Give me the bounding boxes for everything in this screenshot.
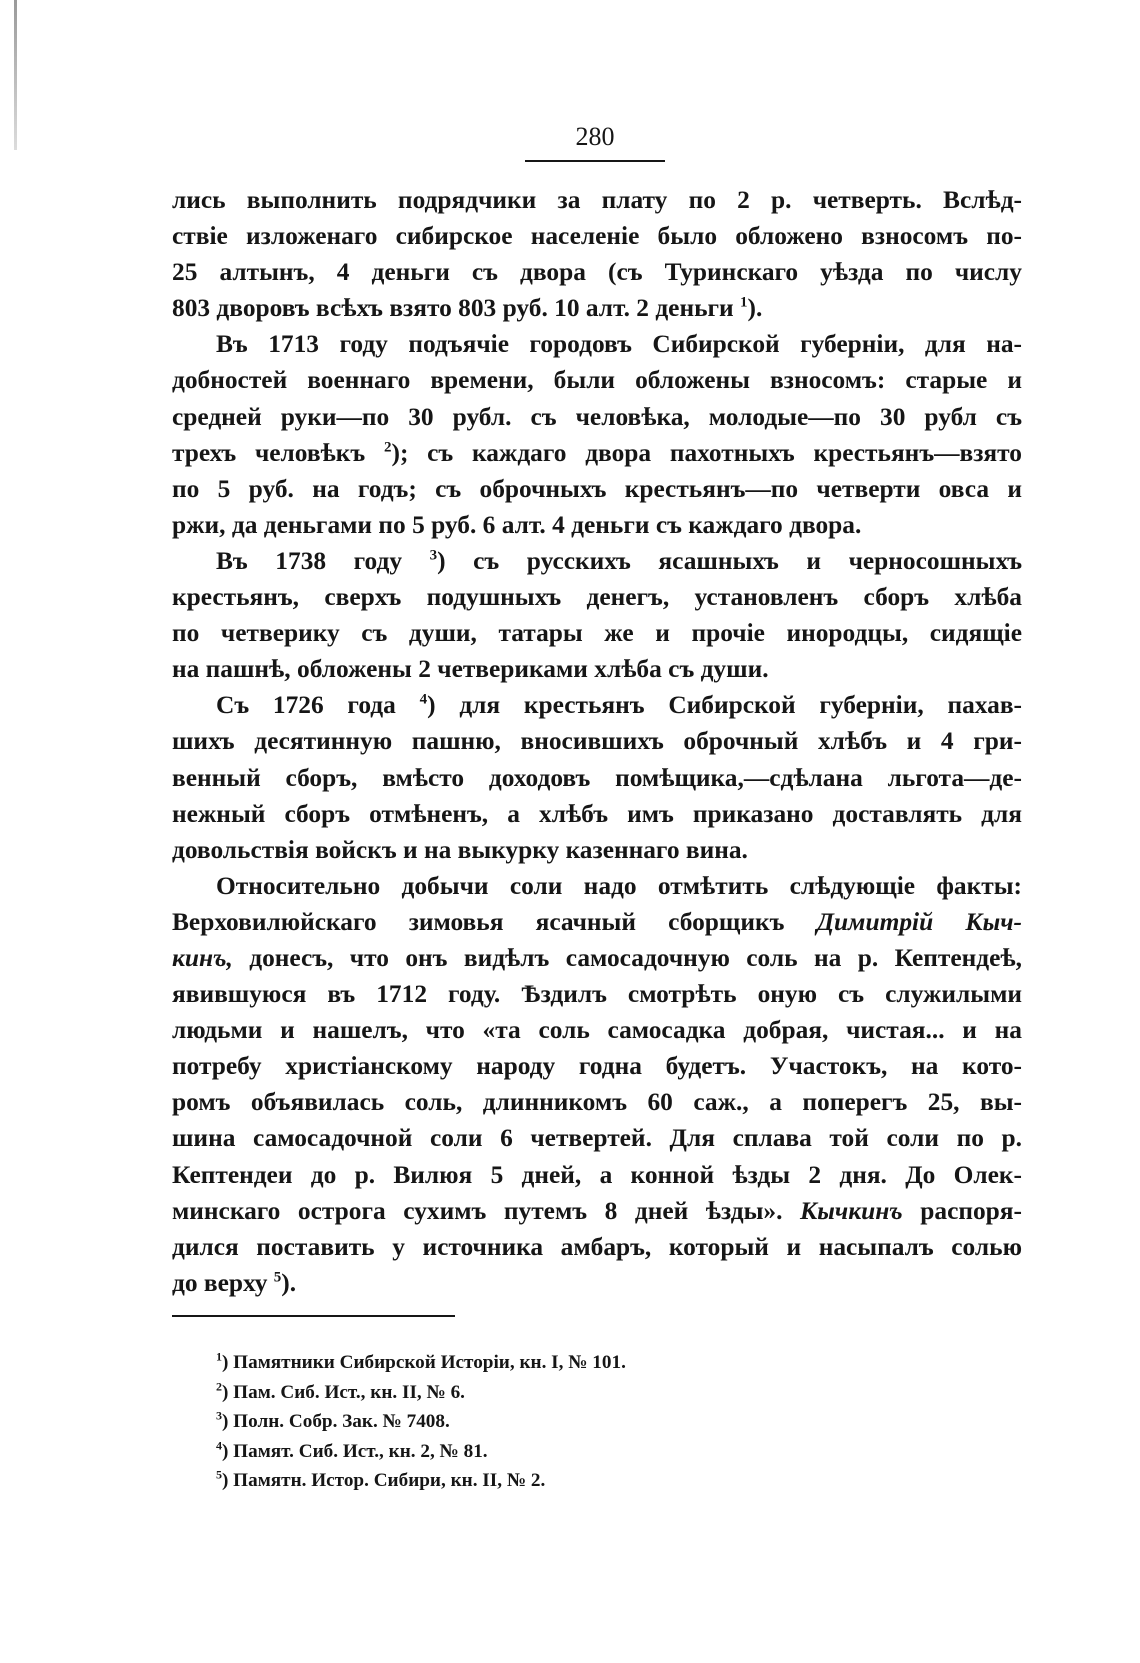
footnote-text: ) Памят. Сиб. Ист., кн. 2, № 81. [222, 1440, 488, 1462]
footnote-text: ) Памятн. Истор. Сибири, кн. II, № 2. [222, 1470, 546, 1491]
text-line: Кептендеи до р. Вилюя 5 дней, а конной ѣзды 2 дня. До Олек- [172, 1160, 1022, 1189]
footnotes [216, 1348, 626, 1496]
footnote-ref: 3 [429, 547, 438, 564]
text-line: довольствія войскъ и на выкурку казеннаго вина. [172, 835, 748, 864]
footnote-mark: 1 [216, 1349, 222, 1364]
scan-edge-shadow [14, 0, 17, 150]
text-line: Относительно добычи соли надо отмѣтить слѣдующіе факты: [216, 871, 1022, 900]
footnote-mark: 2 [216, 1379, 222, 1394]
text-line: Въ 1713 году подъячіе городовъ Сибирской губерніи, для на- [216, 330, 1022, 359]
italic-name: кинъ, [172, 943, 233, 972]
italic-name: Димитрій Кыч- [816, 907, 1022, 936]
text-line: на пашнѣ, обложены 2 четвериками хлѣба съ души. [172, 655, 769, 684]
page-number: 280 [575, 122, 615, 151]
text-line: 803 дворовъ всѣхъ взято 803 руб. 10 алт. 2 деньги $^1$). [172, 294, 763, 323]
text-fragment: ). [281, 1268, 297, 1297]
text-fragment: ); съ каждаго двора пахотныхъ крестьянъ—взято [391, 438, 1022, 467]
text-line: лись выполнить подрядчики за плату по 2 р. четверть. Вслѣд- [172, 186, 1022, 214]
italic-name: Кычкинъ [800, 1196, 903, 1225]
text-line: людьми и нашелъ, что «та соль самосадка добрая, чистая... и на [172, 1016, 1022, 1045]
text-line: Верховилюйскаго зимовья ясачный сборщикъ Димитрій Кыч- [172, 907, 1022, 936]
text-line: кинъ, донесъ, что онъ видѣлъ самосадочную соль на р. Кептендеѣ, [172, 943, 1022, 972]
text-line: шихъ десятинную пашню, вносившихъ оброчный хлѣбъ и 4 гри- [172, 727, 1022, 756]
text-line: явившуюся въ 1712 году. Ѣздилъ смотрѣть оную съ служилыми [172, 980, 1022, 1009]
footnote-3 [216, 1407, 626, 1437]
footnote-ref: 1 [740, 294, 748, 311]
footnote-ref: 2 [383, 439, 392, 456]
text-line: 25 алтынъ, 4 деньги съ двора (съ Туринскаго уѣзда по числу [172, 258, 1022, 287]
text-line: средней руки—по 30 рубл. съ человѣка, молодые—по 30 рубл съ [172, 402, 1022, 431]
text-line: до верху $^5$). [172, 1268, 297, 1297]
body-text [172, 182, 1022, 1301]
text-line: шина самосадочной соли 6 четвертей. Для сплава той соли по р. [172, 1124, 1022, 1153]
footnote-mark: 5 [216, 1467, 222, 1482]
footnote-mark: 4 [216, 1438, 222, 1453]
text-line: по четверику съ души, татары же и прочіе инородцы, сидящіе [172, 619, 1022, 648]
footnote-separator [172, 1315, 455, 1317]
text-line: ромъ объявилась соль, длинникомъ 60 саж., а поперегъ 25, вы- [172, 1088, 1022, 1117]
text-line: Съ 1726 года $^4$) для крестьянъ Сибирской губерніи, пахав- [216, 691, 1022, 720]
footnote-4 [216, 1437, 626, 1467]
text-line: ржи, да деньгами по 5 руб. 6 алт. 4 деньги съ каждаго двора. [172, 510, 862, 539]
text-line: дился поставить у источника амбаръ, который и насыпалъ солью [172, 1232, 1022, 1261]
footnote-ref: 4 [419, 691, 428, 708]
footnote-text: ) Полн. Собр. Зак. № 7408. [222, 1411, 450, 1432]
text-fragment: ) съ русскихъ ясашныхъ и черносошныхъ [437, 546, 1023, 575]
footnote-ref: 5 [273, 1269, 282, 1286]
text-line: минскаго острога сухимъ путемъ 8 дней ѣзды». Кычкинъ распоря- [172, 1196, 1022, 1225]
text-fragment: ) для крестьянъ Сибирской губерніи, пахав- [427, 691, 1022, 720]
footnote-2 [216, 1378, 626, 1408]
footnote-text: ) Пам. Сиб. Ист., кн. II, № 6. [222, 1381, 465, 1403]
text-line: венный сборъ, вмѣсто доходовъ помѣщика,—сдѣлана льгота—де- [172, 763, 1022, 792]
footnote-1 [216, 1348, 626, 1378]
text-line: ствіе изложенаго сибирское населеніе было обложено взносомъ по- [172, 222, 1022, 251]
footnote-text: ) Памятники Сибирской Исторіи, кн. I, № 101. [222, 1352, 626, 1373]
text-line: трехъ человѣкъ $^2$); съ каждаго двора пахотныхъ крестьянъ—взято [172, 438, 1022, 467]
footnote-mark: 3 [216, 1408, 222, 1423]
text-line: добностей военнаго времени, были обложены взносомъ: старые и [172, 366, 1022, 395]
page-number-rule [525, 160, 665, 162]
text-line: Въ 1738 году $^3$) съ русскихъ ясашныхъ и черносошныхъ [216, 546, 1023, 575]
text-fragment: ). [747, 294, 763, 323]
text-line: по 5 руб. на годъ; съ оброчныхъ крестьянъ—по четверти овса и [172, 474, 1022, 503]
text-line: нежный сборъ отмѣненъ, а хлѣбъ имъ приказано доставлять для [172, 799, 1022, 828]
text-line: потребу христіанскому народу годна будетъ. Участокъ, на кото- [172, 1052, 1022, 1081]
footnote-5 [216, 1466, 626, 1496]
text-line: крестьянъ, сверхъ подушныхъ денегъ, установленъ сборъ хлѣба [172, 583, 1022, 612]
